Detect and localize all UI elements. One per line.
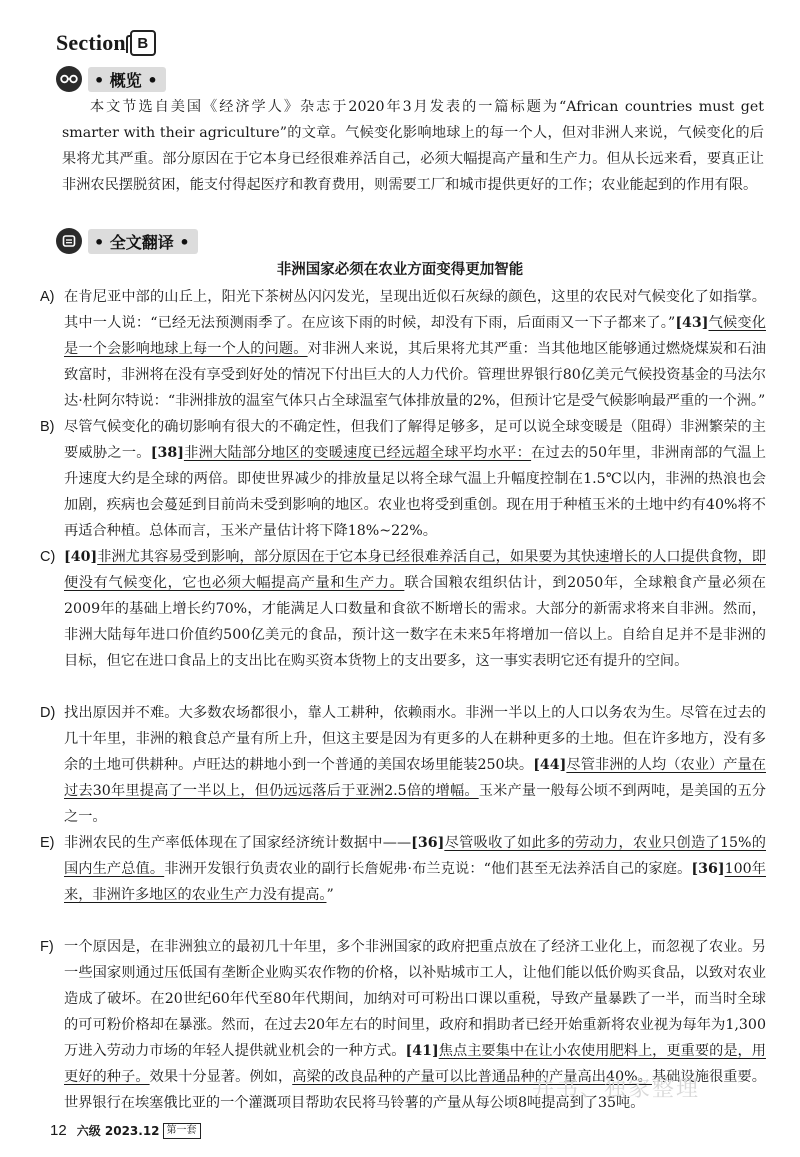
- page-footer: [50, 1122, 201, 1139]
- text-segment: 在肯尼亚中部的山丘上，阳光下茶树丛闪闪发光，呈现出近似石灰绿的颜色，这里的农民对气候变化了如指掌。其中一人说：“已经无法预测雨季了。在应该下雨的时候，却没有下雨，后面雨又一下子都来了。”: [64, 289, 766, 331]
- underlined-answer: 非洲大陆部分地区的变暖速度已经远超全球平均水平：: [183, 445, 532, 461]
- watermark: 井书、独家整理: [532, 1077, 701, 1102]
- paragraph-text: [64, 284, 766, 414]
- question-tag: [43]: [675, 315, 709, 331]
- paragraph-text: [64, 414, 766, 544]
- overview-header: [56, 66, 166, 92]
- paragraph-c: [40, 544, 766, 674]
- page-number: 12: [50, 1122, 67, 1139]
- glasses-icon: [56, 66, 82, 92]
- overview-title: • 概览 •: [88, 67, 166, 92]
- underlined-answer: 尽管吸收了如此多的劳动力，农业只创造了15%的国内生产总值。: [64, 835, 766, 877]
- paragraph-text: [64, 700, 766, 830]
- text-segment: 一个原因是，在非洲独立的最初几十年里，多个非洲国家的政府把重点放在了经济工业化上，而忽视了农业。另一些国家则通过压低国有垄断企业购买农作物的价格，以补贴城市工人，让他们能以低价购买食品，以致对农业造成了破坏。在20世纪60年代至80年代期间，加纳对可可粉出口课以重税，导致产量暴跌了一半，而当时全球的可可粉价格却在暴涨。然而，在过去20年左右的时间里，政府和捐助者已经开始重新将农业视为每年为1,300万进入劳动力市场的年轻人提供就业机会的一种方式。: [64, 939, 766, 1059]
- text-segment: 非洲农民的生产率低体现在了国家经济统计数据中——: [64, 835, 412, 851]
- text-segment: 在过去的50年里，非洲南部的气温上升速度大约是全球的两倍。即使世界减少的排放量足以将全球气温上升幅度控制在1.5℃以内，非洲的热浪也会加剧，疾病也会蔓延到目前尚未受到影响的地区。农业也将受到重创。现在用于种植玉米的土地中约有40%将不再适合种植。总体而言，玉米产量估计将下降18%~22%。: [64, 445, 766, 539]
- paragraph-label: B): [40, 419, 55, 435]
- text-segment: 玉米产量一般每公顷不到两吨，是美国的五分之一。: [64, 783, 766, 825]
- paragraph-b: [40, 414, 766, 544]
- paragraph-e: [40, 830, 766, 908]
- paragraph-label: D): [40, 705, 56, 721]
- question-tag: [40]: [64, 549, 98, 565]
- paragraph-d: [40, 700, 766, 830]
- question-tag: [36]: [691, 861, 725, 877]
- overview-text: 本文节选自美国《经济学人》杂志于2020年3月发表的一篇标题为“African countries must get smarter with their agriculture”的文章。气候变化影响地球上的每一个人，但对非洲人来说，气候变化的后果将尤其严重。部分原因在于它本身已经很难养活自己，必须大幅提高产量和生产力。但从长远来看，要真正让非洲农民摆脱贫困，能支付得起医疗和教育费用，则需要工厂和城市提供更好的工作；农业能起到的作用有限。: [62, 99, 764, 193]
- section-header: [56, 30, 156, 56]
- paragraph-label: E): [40, 835, 55, 851]
- underlined-answer: 尽管非洲的人均（农业）产量在过去30年里提高了一半以上，但仍远远落后于亚洲2.5倍的增幅。: [64, 757, 766, 799]
- text-segment: 基础设施很重要。世界银行在埃塞俄比亚的一个灌溉项目帮助农民将马铃薯的产量从每公顷8吨提高到了35吨。: [64, 1069, 766, 1111]
- paragraph-label: A): [40, 289, 55, 305]
- set-badge: 第一套: [163, 1123, 201, 1139]
- text-segment: 找出原因并不难。大多数农场都很小，靠人工耕种，依赖雨水。非洲一半以上的人口以务农为生。尽管在过去的几十年里，非洲的粮食总产量有所上升，但这主要是因为有更多的人在耕种更多的土地。但在许多地方，没有多余的土地可供耕种。卢旺达的耕地小到一个普通的美国农场里能装250块。: [64, 705, 766, 773]
- question-tag: [44]: [533, 757, 567, 773]
- article-title: 非洲国家必须在农业方面变得更加智能: [276, 262, 524, 278]
- question-tag: [38]: [150, 445, 184, 461]
- text-segment: 对非洲人来说，其后果将尤其严重：当其他地区能够通过燃烧煤炭和石油致富时，非洲将在没有享受到好处的情况下付出巨大的人力代价。管理世界银行80亿美元气候投资基金的马法尔达·杜阿尔特说：“非洲排放的温室气体只占全球温室气体排放量的2%，但预计它是受气候影响最严重的一个洲。”: [64, 341, 766, 409]
- translation-header: [56, 228, 198, 254]
- underlined-answer: 焦点主要集中在让小农使用肥料上，更重要的是，用更好的种子。: [64, 1043, 766, 1085]
- question-tag: [41]: [405, 1043, 439, 1059]
- text-segment: 联合国粮农组织估计，到2050年，全球粮食产量必须在2009年的基础上增长约70%，才能满足人口数量和食欲不断增长的需求。大部分的新需求将来自非洲。然而，非洲大陆每年进口价值约500亿美元的食品，预计这一数字在未来5年将增加一倍以上。自给自足并不是非洲的目标，但它在进口食品上的支出比在购买资本货物上的支出要多，这一事实表明它还有提升的空间。: [64, 575, 766, 669]
- document-icon: [56, 228, 82, 254]
- paragraph-text: [64, 544, 766, 674]
- section-word: Section: [56, 30, 126, 55]
- underlined-answer: 气候变化是一个会影响地球上每一个人的问题。: [64, 315, 766, 357]
- text-segment: 非洲开发银行负责农业的副行长詹妮弗·布兰克说：“他们甚至无法养活自己的家庭。: [164, 861, 692, 877]
- underlined-answer: 100年来，非洲许多地区的农业生产力没有提高。: [64, 861, 766, 903]
- text-segment: 尽管气候变化的确切影响有很大的不确定性，但我们了解得足够多，足可以说全球变暖是（阻碍）非洲繁荣的主要威胁之一。: [64, 419, 766, 461]
- paragraph-label: C): [40, 549, 56, 565]
- paragraph-a: [40, 284, 766, 414]
- section-letter-badge: B: [130, 30, 156, 56]
- underlined-answer: 非洲尤其容易受到影响，部分原因在于它本身已经很难养活自己，如果要为其快速增长的人口提供食物，即便没有气候变化，它也必须大幅提高产量和生产力。: [64, 549, 766, 591]
- text-segment: ”: [326, 887, 334, 903]
- text-segment: 效果十分显著。例如，: [149, 1069, 293, 1085]
- paragraph-text: [64, 830, 766, 908]
- edition-label: 六级 2023.12: [76, 1124, 160, 1138]
- paragraph-label: F): [40, 939, 54, 955]
- underlined-answer: 高梁的改良品种的产量可以比普通品种的产量高出40%。: [292, 1069, 652, 1085]
- translation-title: • 全文翻译 •: [88, 229, 198, 254]
- question-tag: [36]: [411, 835, 445, 851]
